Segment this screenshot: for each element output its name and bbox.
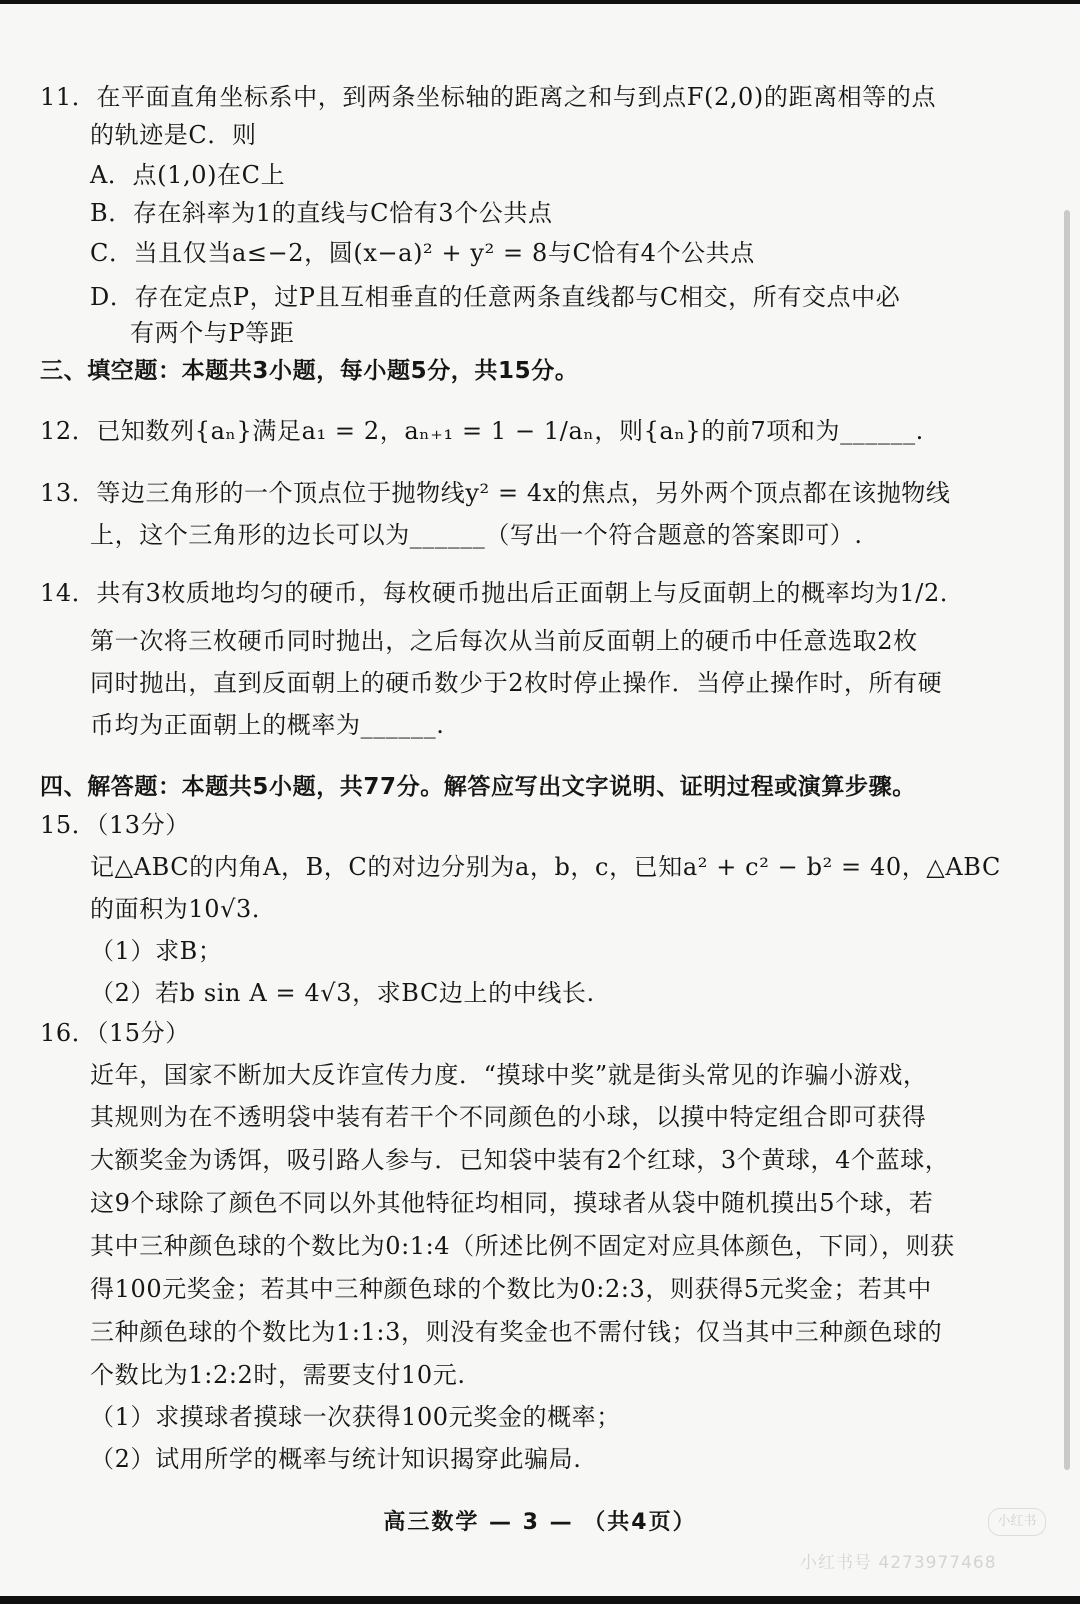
- q13-line1: 13．等边三角形的一个顶点位于抛物线y² = 4x的焦点，另外两个顶点都在该抛物线: [40, 479, 951, 507]
- q16-part2: （2）试用所学的概率与统计知识揭穿此骗局.: [90, 1445, 582, 1473]
- q14-line1: 14．共有3枚质地均匀的硬币，每枚硬币抛出后正面朝上与反面朝上的概率均为1/2．: [40, 579, 965, 607]
- watermark-id: 小红书号 4273977468: [800, 1553, 997, 1573]
- q11-option-b: B．存在斜率为1的直线与C恰有3个公共点: [90, 199, 553, 227]
- q16-line5: 其中三种颜色球的个数比为0:1:4（所述比例不固定对应具体颜色，下同），则获: [90, 1232, 955, 1260]
- q11-line1: 11．在平面直角坐标系中，到两条坐标轴的距离之和与到点F(2,0)的距离相等的点: [40, 83, 937, 111]
- q16-line8: 个数比为1:2:2时，需要支付10元.: [90, 1361, 466, 1389]
- section-3-heading: 三、填空题：本题共3小题，每小题5分，共15分。: [40, 358, 579, 384]
- q12-text: 12．已知数列{aₙ}满足a₁ = 2，aₙ₊₁ = 1 − 1/aₙ，则{aₙ}的前7项和为______.: [40, 417, 924, 445]
- bottom-border: [0, 1596, 1080, 1604]
- q11-option-d-line1: D．存在定点P，过P且互相垂直的任意两条直线都与C相交，所有交点中必: [90, 283, 901, 311]
- section-4-heading: 四、解答题：本题共5小题，共77分。解答应写出文字说明、证明过程或演算步骤。: [40, 774, 916, 800]
- q16-heading: 16．（15分）: [40, 1019, 190, 1047]
- q14-line2: 第一次将三枚硬币同时抛出，之后每次从当前反面朝上的硬币中任意选取2枚: [90, 627, 918, 655]
- q14-line3: 同时抛出，直到反面朝上的硬币数少于2枚时停止操作．当停止操作时，所有硬: [90, 669, 943, 697]
- scrollbar[interactable]: [1064, 210, 1070, 1470]
- q11-option-a: A．点(1,0)在C上: [90, 161, 286, 189]
- top-border: [0, 0, 1080, 4]
- q16-part1: （1）求摸球者摸球一次获得100元奖金的概率；: [90, 1403, 621, 1431]
- q16-line3: 大额奖金为诱饵，吸引路人参与．已知袋中装有2个红球，3个黄球，4个蓝球，: [90, 1146, 950, 1174]
- q15-line2: 的面积为10√3．: [90, 895, 277, 923]
- q15-part2: （2）若b sin A = 4√3，求BC边上的中线长.: [90, 979, 595, 1007]
- q16-line6: 得100元奖金；若其中三种颜色球的个数比为0:2:3，则获得5元奖金；若其中: [90, 1275, 932, 1303]
- q11-option-d-line2: 有两个与P等距: [130, 319, 295, 347]
- page-footer: 高三数学 — 3 — （共4页）: [383, 1510, 697, 1535]
- watermark-logo: 小红书: [988, 1508, 1046, 1536]
- q15-line1: 记△ABC的内角A，B，C的对边分别为a，b，c，已知a² + c² − b² = 40，△ABC: [90, 853, 1001, 881]
- q15-part1: （1）求B；: [90, 937, 223, 965]
- q13-line2: 上，这个三角形的边长可以为______（写出一个符合题意的答案即可）.: [90, 521, 863, 549]
- q11-line2: 的轨迹是C．则: [90, 121, 257, 149]
- q14-line4: 币均为正面朝上的概率为______.: [90, 711, 445, 739]
- q11-option-c: C．当且仅当a≤−2，圆(x−a)² + y² = 8与C恰有4个公共点: [90, 239, 755, 267]
- q16-line4: 这9个球除了颜色不同以外其他特征均相同，摸球者从袋中随机摸出5个球，若: [90, 1189, 934, 1217]
- q16-line7: 三种颜色球的个数比为1:1:3，则没有奖金也不需付钱；仅当其中三种颜色球的: [90, 1318, 943, 1346]
- q15-heading: 15．（13分）: [40, 811, 190, 839]
- q16-line2: 其规则为在不透明袋中装有若干个不同颜色的小球，以摸中特定组合即可获得: [90, 1103, 927, 1131]
- q16-line1: 近年，国家不断加大反诈宣传力度．“摸球中奖”就是街头常见的诈骗小游戏，: [90, 1061, 928, 1089]
